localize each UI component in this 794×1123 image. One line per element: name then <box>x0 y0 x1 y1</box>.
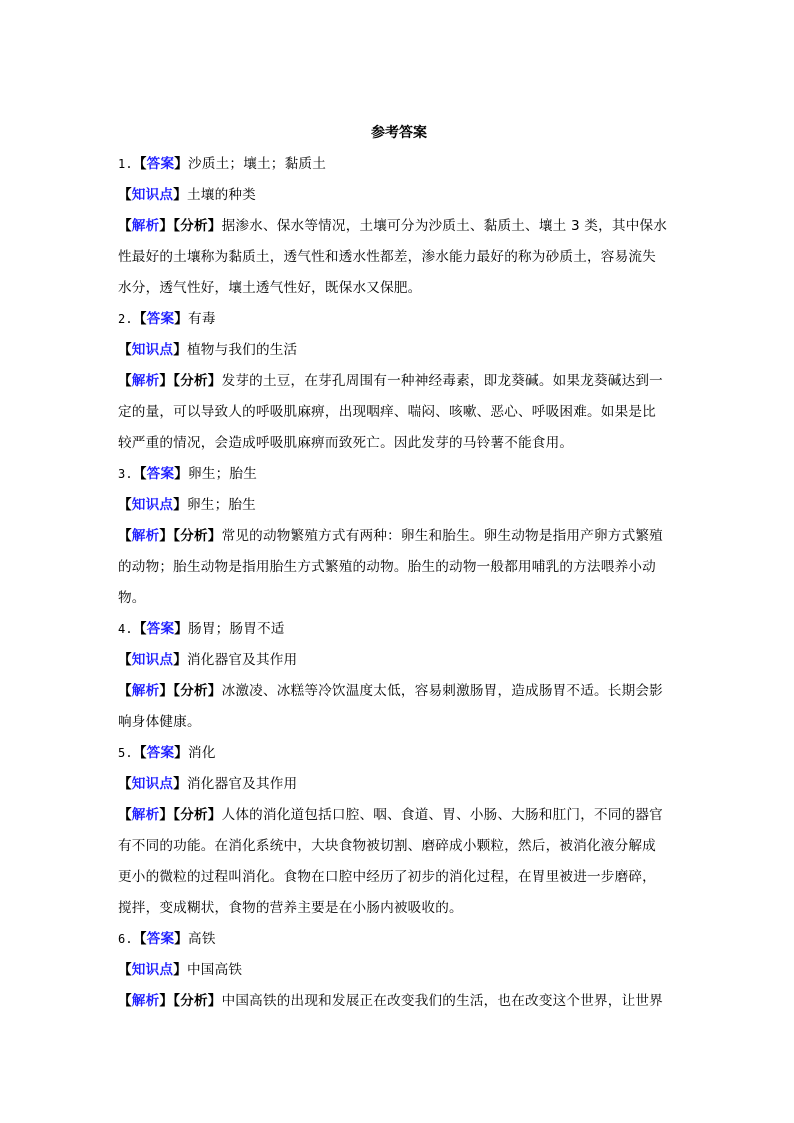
analysis-line <box>118 556 680 587</box>
knowledge-tag: 【知识点】 <box>118 776 187 792</box>
analysis-text: 常见的动物繁殖方式有两种：卵生和胎生。卵生动物是指用产卵方式繁殖 <box>221 528 663 544</box>
analysis-line <box>118 866 680 897</box>
knowledge-text: 中国高铁 <box>186 962 243 978</box>
analysis-text: 人体的消化道包括口腔、咽、食道、胃、小肠、大肠和肛门，不同的器官 <box>221 807 663 823</box>
fenxi-tag: 【分析】 <box>173 683 222 699</box>
analysis-text: 性最好的土壤称为黏质土，透气性和透水性都差，渗水能力最好的称为砂质土，容易流失 <box>118 249 656 265</box>
analysis-text: 据渗水、保水等情况，土壤可分为沙质土、黏质土、壤土 3 类，其中保水 <box>221 218 668 234</box>
answer-item <box>118 742 680 928</box>
answer-text: 沙质土；壤土；黏质土 <box>188 156 326 172</box>
analysis-line <box>118 277 680 308</box>
analysis-text: 响身体健康。 <box>118 714 201 730</box>
analysis-line <box>118 804 680 835</box>
knowledge-line <box>118 339 680 370</box>
page-title: 参考答案 <box>371 125 427 141</box>
analysis-line <box>118 587 680 618</box>
analysis-line <box>118 680 680 711</box>
analysis-text: 水分，透气性好，壤土透气性好，既保水又保肥。 <box>118 280 422 296</box>
answer-tag: 【答案】 <box>132 621 189 637</box>
item-number: 5. <box>118 746 133 760</box>
answer-line <box>118 618 680 649</box>
analysis-text: 冰激凌、冰糕等冷饮温度太低，容易刺激肠胃，造成肠胃不适。长期会影 <box>221 683 663 699</box>
analysis-text: 有不同的功能。在消化系统中，大块食物被切割、磨碎成小颗粒，然后，被消化液分解成 <box>118 838 656 854</box>
item-number: 1. <box>118 157 133 171</box>
item-number: 2. <box>118 312 133 326</box>
knowledge-tag-label: 知识点 <box>131 962 174 978</box>
answer-tag: 【答案】 <box>132 931 189 947</box>
knowledge-line <box>118 649 680 680</box>
knowledge-text: 植物与我们的生活 <box>186 342 298 358</box>
analysis-text: 较严重的情况，会造成呼吸肌麻痹而致死亡。因此发芽的马铃薯不能食用。 <box>118 435 574 451</box>
analysis-tag: 【解析】 <box>118 807 174 823</box>
analysis-tag-label: 解析 <box>131 807 160 823</box>
answer-text: 消化 <box>188 745 216 761</box>
knowledge-tag: 【知识点】 <box>118 497 187 513</box>
analysis-text: 中国高铁的出现和发展正在改变我们的生活，也在改变这个世界，让世界 <box>221 993 663 1009</box>
analysis-line <box>118 897 680 928</box>
fenxi-tag: 【分析】 <box>173 373 222 389</box>
fenxi-tag-label: 分析 <box>180 373 208 389</box>
answer-tag-label: 答案 <box>146 745 175 761</box>
analysis-line <box>118 525 680 556</box>
answer-tag: 【答案】 <box>132 156 189 172</box>
knowledge-text: 消化器官及其作用 <box>186 776 298 792</box>
fenxi-tag-label: 分析 <box>180 528 208 544</box>
answer-line <box>118 153 680 184</box>
analysis-text: 搅拌，变成糊状，食物的营养主要是在小肠内被吸收的。 <box>118 900 463 916</box>
item-number: 6. <box>118 932 133 946</box>
analysis-tag: 【解析】 <box>118 373 174 389</box>
answer-tag: 【答案】 <box>132 745 189 761</box>
knowledge-text: 消化器官及其作用 <box>186 652 298 668</box>
analysis-tag: 【解析】 <box>118 993 174 1009</box>
answer-tag-label: 答案 <box>146 466 175 482</box>
knowledge-tag-label: 知识点 <box>131 342 174 358</box>
analysis-line <box>118 835 680 866</box>
answer-line <box>118 463 680 494</box>
answer-text: 有毒 <box>188 311 216 327</box>
analysis-text: 物。 <box>118 590 146 606</box>
analysis-tag: 【解析】 <box>118 528 174 544</box>
analysis-line <box>118 432 680 463</box>
analysis-tag: 【解析】 <box>118 683 174 699</box>
fenxi-tag: 【分析】 <box>173 993 222 1009</box>
analysis-line <box>118 370 680 401</box>
answer-tag-label: 答案 <box>146 311 175 327</box>
knowledge-tag-label: 知识点 <box>131 187 174 203</box>
knowledge-tag-label: 知识点 <box>131 497 174 513</box>
answer-tag: 【答案】 <box>132 466 189 482</box>
analysis-tag: 【解析】 <box>118 218 174 234</box>
answer-document <box>118 122 680 1021</box>
analysis-text: 发芽的土豆，在芽孔周围有一种神经毒素，即龙葵碱。如果龙葵碱达到一 <box>221 373 663 389</box>
analysis-tag-label: 解析 <box>131 218 160 234</box>
analysis-tag-label: 解析 <box>131 373 160 389</box>
item-number: 3. <box>118 467 133 481</box>
analysis-line <box>118 711 680 742</box>
answer-text: 肠胃；肠胃不适 <box>188 621 285 637</box>
answer-tag-label: 答案 <box>146 621 175 637</box>
knowledge-line <box>118 494 680 525</box>
answer-tag-label: 答案 <box>146 931 175 947</box>
analysis-line <box>118 401 680 432</box>
answer-item <box>118 928 680 1021</box>
answer-item <box>118 308 680 463</box>
knowledge-tag: 【知识点】 <box>118 652 187 668</box>
answer-tag: 【答案】 <box>132 311 189 327</box>
fenxi-tag-label: 分析 <box>180 218 208 234</box>
fenxi-tag: 【分析】 <box>173 807 222 823</box>
analysis-line <box>118 215 680 246</box>
knowledge-line <box>118 773 680 804</box>
analysis-tag-label: 解析 <box>131 993 160 1009</box>
analysis-line <box>118 246 680 277</box>
analysis-text: 的动物；胎生动物是指用胎生方式繁殖的动物。胎生的动物一般都用哺乳的方法喂养小动 <box>118 559 656 575</box>
fenxi-tag: 【分析】 <box>173 218 222 234</box>
knowledge-line <box>118 184 680 215</box>
answer-list <box>118 153 680 1021</box>
answer-item <box>118 463 680 618</box>
answer-item <box>118 618 680 742</box>
analysis-tag-label: 解析 <box>131 683 160 699</box>
answer-text: 高铁 <box>188 931 216 947</box>
knowledge-text: 卵生；胎生 <box>186 497 256 513</box>
analysis-tag-label: 解析 <box>131 528 160 544</box>
answer-line <box>118 308 680 339</box>
knowledge-tag: 【知识点】 <box>118 962 187 978</box>
knowledge-line <box>118 959 680 990</box>
answer-item <box>118 153 680 308</box>
answer-tag-label: 答案 <box>146 156 175 172</box>
knowledge-tag-label: 知识点 <box>131 652 174 668</box>
answer-line <box>118 928 680 959</box>
fenxi-tag-label: 分析 <box>180 683 208 699</box>
analysis-line <box>118 990 680 1021</box>
item-number: 4. <box>118 622 133 636</box>
fenxi-tag: 【分析】 <box>173 528 222 544</box>
fenxi-tag-label: 分析 <box>180 993 208 1009</box>
answer-text: 卵生；胎生 <box>188 466 258 482</box>
analysis-text: 定的量，可以导致人的呼吸肌麻痹，出现咽痒、喘闷、咳嗽、恶心、呼吸困难。如果是比 <box>118 404 656 420</box>
analysis-text: 更小的微粒的过程叫消化。食物在口腔中经历了初步的消化过程，在胃里被进一步磨碎， <box>118 869 656 885</box>
knowledge-tag: 【知识点】 <box>118 342 187 358</box>
knowledge-text: 土壤的种类 <box>186 187 256 203</box>
answer-line <box>118 742 680 773</box>
knowledge-tag-label: 知识点 <box>131 776 174 792</box>
fenxi-tag-label: 分析 <box>180 807 208 823</box>
knowledge-tag: 【知识点】 <box>118 187 187 203</box>
